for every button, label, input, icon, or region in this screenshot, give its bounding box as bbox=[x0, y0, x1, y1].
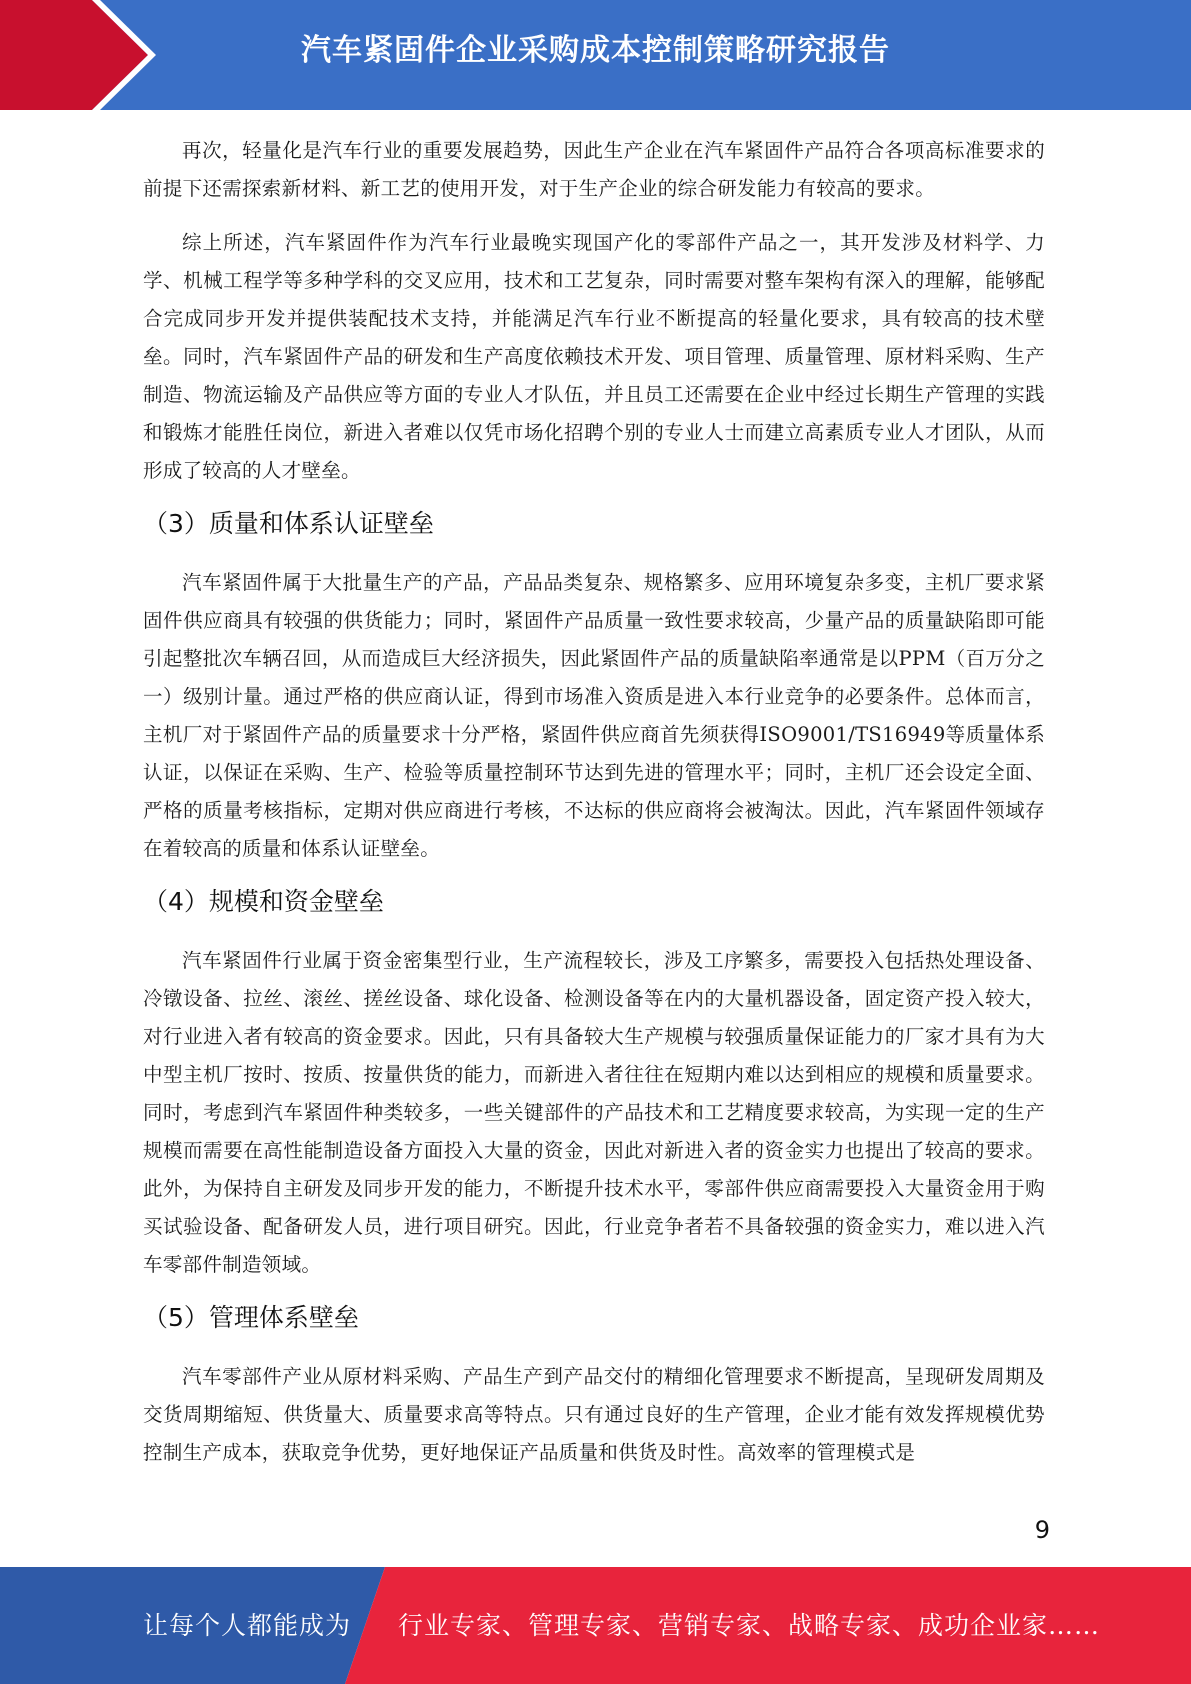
report-title: 汽车紧固件企业采购成本控制策略研究报告 bbox=[301, 33, 890, 68]
section-heading: （5）管理体系壁垒 bbox=[143, 1303, 359, 1332]
section-heading: （3）质量和体系认证壁垒 bbox=[143, 509, 434, 538]
paragraph: 汽车紧固件行业属于资金密集型行业，生产流程较长，涉及工序繁多，需要投入包括热处理设备、冷镦设备、拉丝、滚丝、搓丝设备、球化设备、检测设备等在内的大量机器设备，固定资产投入较大，对行业进入者有较高的资金要求。因此，只有具备较大生产规模与较强质量保证能力的厂家才具有为大中型主机厂按时、按质、按量供货的能力，而新进入者往往在短期内难以达到相应的规模和质量要求。同时，考虑到汽车紧固件种类较多，一些关键部件的产品技术和工艺精度要求较高，为实现一定的生产规模而需要在高性能制造设备方面投入大量的资金，因此对新进入者的资金实力也提出了较高的要求。此外，为保持自主研发及同步开发的能力，不断提升技术水平，零部件供应商需要投入大量资金用于购买试验设备、配备研发人员，进行项目研究。因此，行业竞争者若不具备较强的资金实力，难以进入汽车零部件制造领域。 bbox=[143, 949, 1045, 1276]
page-header bbox=[0, 0, 1191, 110]
section-heading: （4）规模和资金壁垒 bbox=[143, 887, 384, 916]
paragraph: 综上所述，汽车紧固件作为汽车行业最晚实现国产化的零部件产品之一，其开发涉及材料学、力学、机械工程学等多种学科的交叉应用，技术和工艺复杂，同时需要对整车架构有深入的理解，能够配合完成同步开发并提供装配技术支持，并能满足汽车行业不断提高的轻量化要求，具有较高的技术壁垒。同时，汽车紧固件产品的研发和生产高度依赖技术开发、项目管理、质量管理、原材料采购、生产制造、物流运输及产品供应等方面的专业人才队伍，并且员工还需要在企业中经过长期生产管理的实践和锻炼才能胜任岗位，新进入者难以仅凭市场化招聘个别的专业人士而建立高素质专业人才团队，从而形成了较高的人才壁垒。 bbox=[143, 231, 1045, 482]
page-footer bbox=[0, 1567, 1191, 1684]
page-number: 9 bbox=[1034, 1516, 1050, 1544]
document-body bbox=[143, 132, 1045, 1472]
paragraph: 汽车零部件产业从原材料采购、产品生产到产品交付的精细化管理要求不断提高，呈现研发周期及交货周期缩短、供货量大、质量要求高等特点。只有通过良好的生产管理，企业才能有效发挥规模优势控制生产成本，获取竞争优势，更好地保证产品质量和供货及时性。高效率的管理模式是 bbox=[143, 1365, 1045, 1464]
footer-slogan-right: 行业专家、管理专家、营销专家、战略专家、成功企业家…… bbox=[398, 1611, 1101, 1640]
footer-slogan-left: 让每个人都能成为 bbox=[143, 1611, 352, 1640]
paragraph: 汽车紧固件属于大批量生产的产品，产品品类复杂、规格繁多、应用环境复杂多变，主机厂要求紧固件供应商具有较强的供货能力；同时，紧固件产品质量一致性要求较高，少量产品的质量缺陷即可能引起整批次车辆召回，从而造成巨大经济损失，因此紧固件产品的质量缺陷率通常是以PPM（百万分之一）级别计量。通过严格的供应商认证，得到市场准入资质是进入本行业竞争的必要条件。总体而言，主机厂对于紧固件产品的质量要求十分严格，紧固件供应商首先须获得ISO9001/TS16949等质量体系认证，以保证在采购、生产、检验等质量控制环节达到先进的管理水平；同时，主机厂还会设定全面、严格的质量考核指标，定期对供应商进行考核，不达标的供应商将会被淘汰。因此，汽车紧固件领域存在着较高的质量和体系认证壁垒。 bbox=[143, 571, 1045, 860]
paragraph: 再次，轻量化是汽车行业的重要发展趋势，因此生产企业在汽车紧固件产品符合各项高标准要求的前提下还需探索新材料、新工艺的使用开发，对于生产企业的综合研发能力有较高的要求。 bbox=[143, 139, 1045, 200]
